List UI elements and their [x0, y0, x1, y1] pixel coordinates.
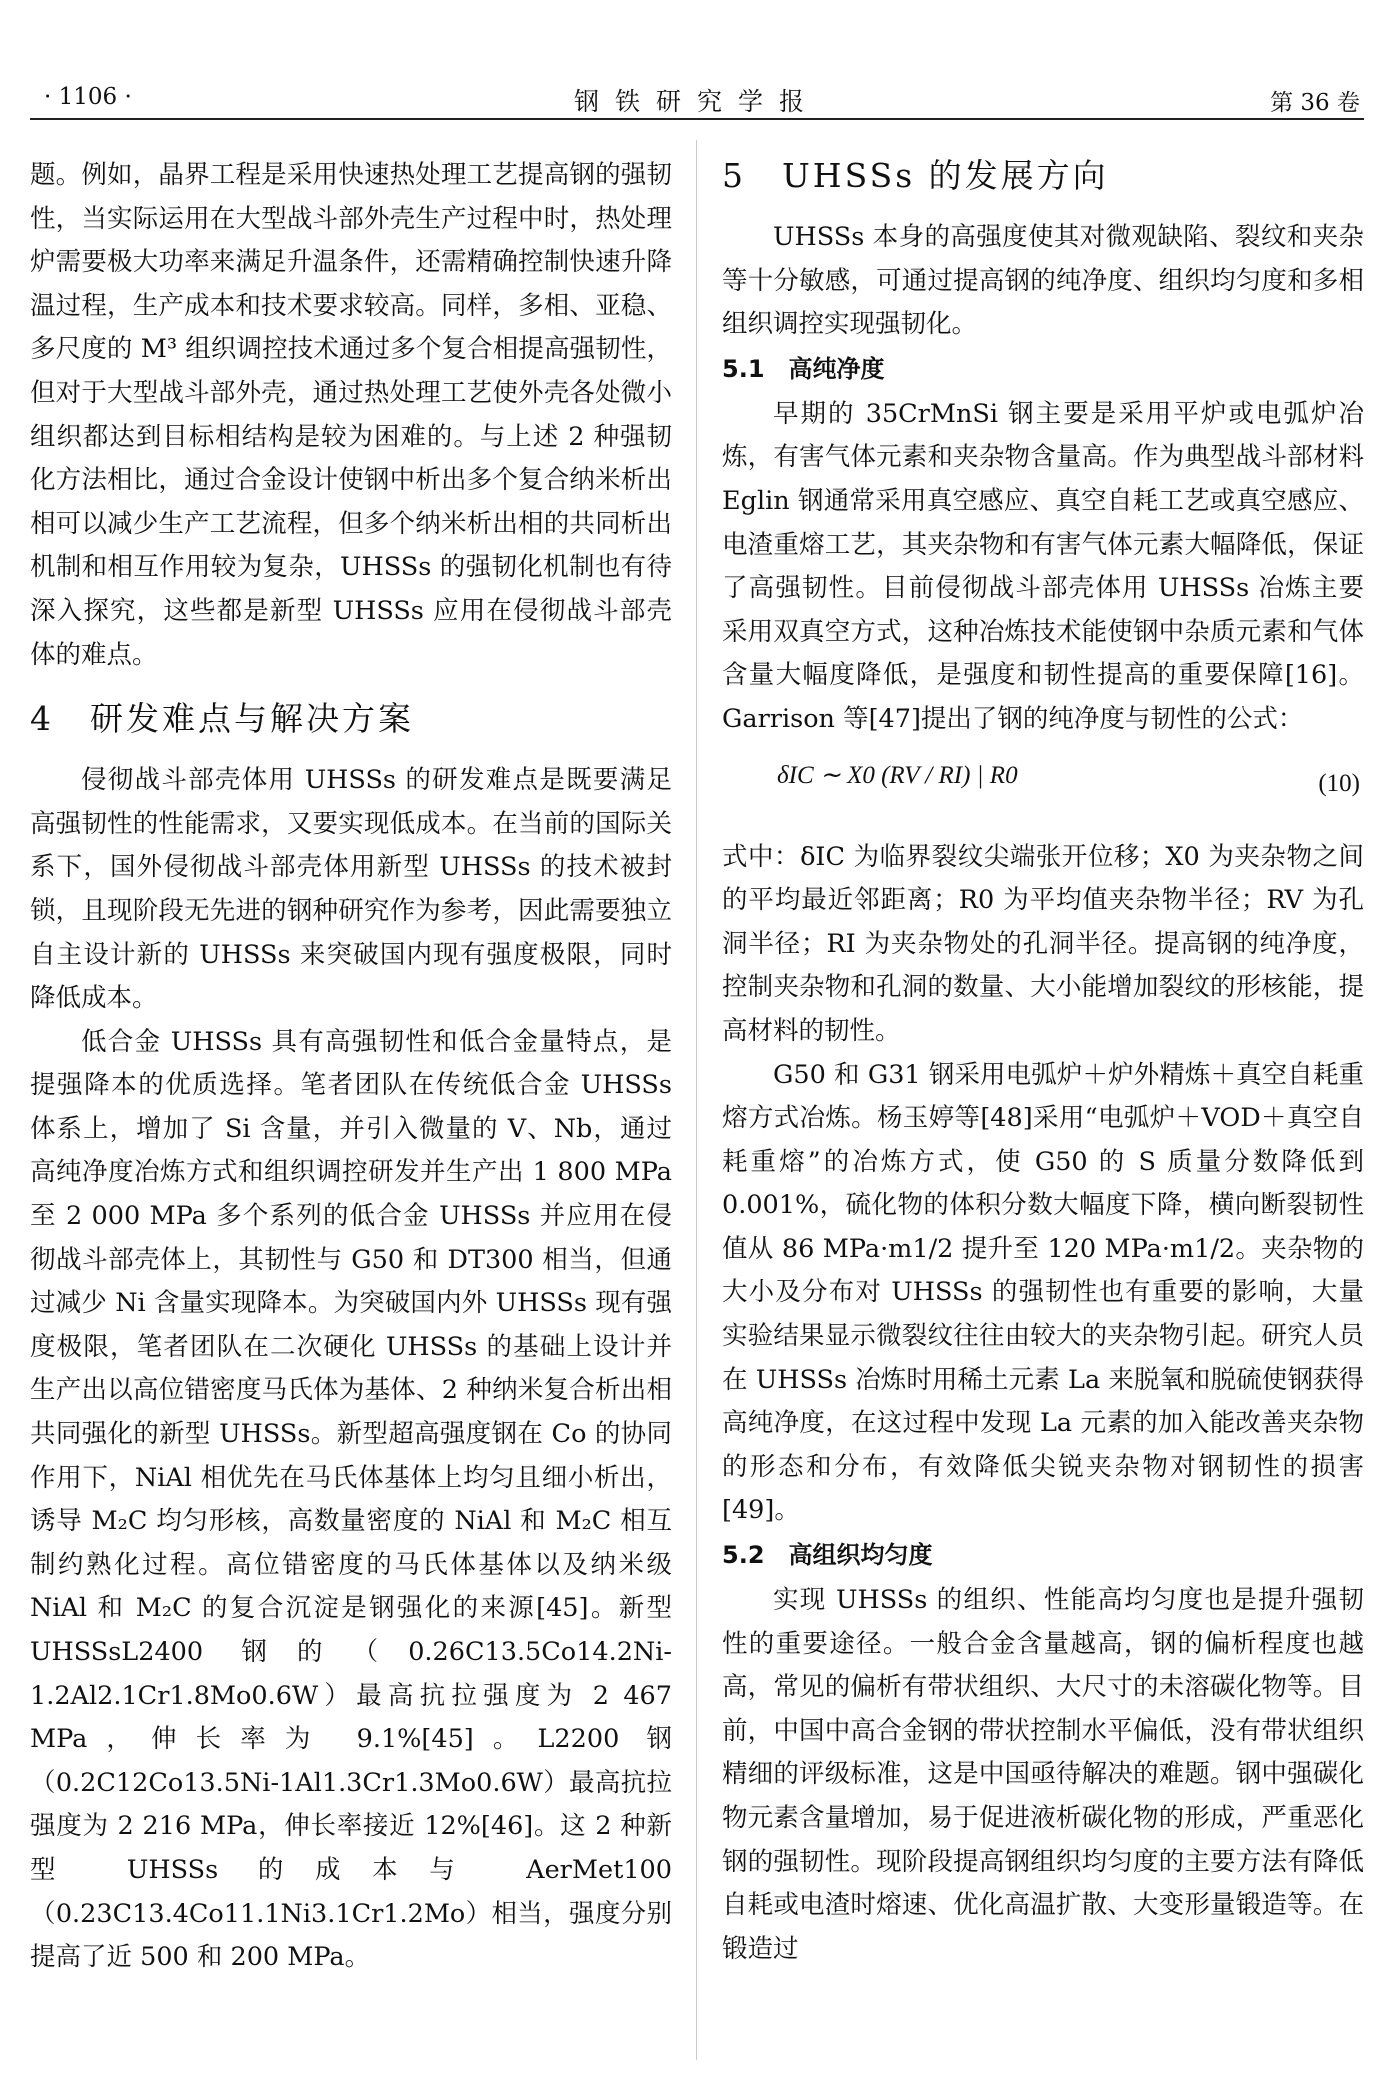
equation-expression: δIC ∼ X0 (RV / RI) | R0: [777, 761, 1018, 789]
subsection-heading: 5.2 高组织均匀度: [722, 1541, 933, 1570]
paragraph: 低合金 UHSSs 具有高强韧性和低合金量特点，是提强降本的优质选择。笔者团队在传统低合金 UHSSs 体系上，增加了 Si 含量，并引入微量的 V、Nb，通过高纯净度冶炼方式和组织调控研发并生产出 1 800 MPa 至 2 000 MPa 多个系列的低合金 UHSSs 并应用在侵彻战斗部壳体上，其韧性与 G50 和 DT300 相当，但通过减少 Ni 含量实现降本。为突破国内外 UHSSs 现有强度极限，笔者团队在二次硬化 UHSSs 的基础上设计并生产出以高位错密度马氏体为基体、2 种纳米复合析出相共同强化的新型 UHSSs。新型超高强度钢在 Co 的协同作用下，NiAl 相优先在马氏体基体上均匀且细小析出，诱导 M₂C 均匀形核，高数量密度的 NiAl 和 M₂C 相互制约熟化过程。高位错密度的马氏体基体以及纳米级 NiAl 和 M₂C 的复合沉淀是钢强化的来源[45]。新型 UHSSsL2400 钢的（0.26C13.5Co14.2Ni-1.2Al2.1Cr1.8Mo0.6W）最高抗拉强度为 2 467 MPa，伸长率为 9.1%[45]。L2200 钢（0.2C12Co13.5Ni-1Al1.3Cr1.3Mo0.6W）最高抗拉强度为 2 216 MPa，伸长率接近 12%[46]。这 2 种新型 UHSSs 的成本与 AerMet100（0.23C13.4Co11.1Ni3.1Cr1.2Mo）相当，强度分别提高了近 500 和 200 MPa。: [30, 1026, 672, 1973]
paragraph: 题。例如，晶界工程是采用快速热处理工艺提高钢的强韧性，当实际运用在大型战斗部外壳生产过程中时，热处理炉需要极大功率来满足升温条件，还需精确控制快速升降温过程，生产成本和技术要求较高。同样，多相、亚稳、多尺度的 M³ 组织调控技术通过多个复合相提高强韧性，但对于大型战斗部外壳，通过热处理工艺使外壳各处微小组织都达到目标相结构是较为困难的。与上述 2 种强韧化方法相比，通过合金设计使钢中析出多个复合纳米析出相可以减少生产工艺流程，但多个纳米析出相的共同析出机制和相互作用较为复杂，UHSSs 的强韧化机制也有待深入探究，这些都是新型 UHSSs 应用在侵彻战斗部壳体的难点。: [30, 160, 672, 670]
section-heading: 5 UHSSs 的发展方向: [722, 156, 1109, 195]
column-gutter: [696, 140, 697, 2060]
page-number: · 1106 ·: [44, 84, 132, 110]
paragraph: G50 和 G31 钢采用电弧炉＋炉外精炼＋真空自耗重熔方式冶炼。杨玉婷等[48]采用“电弧炉＋VOD＋真空自耗重熔”的冶炼方式，使 G50 的 S 质量分数降低到 0.001%，硫化物的体积分数大幅度下降，横向断裂韧性值从 86 MPa·m1/2 提升至 120 MPa·m1/2。夹杂物的大小及分布对 UHSSs 的强韧性也有重要的影响，大量实验结果显示微裂纹往往由较大的夹杂物引起。研究人员在 UHSSs 冶炼时用稀土元素 La 来脱氧和脱硫使钢获得高纯净度，在这过程中发现 La 元素的加入能改善夹杂物的形态和分布，有效降低尖锐夹杂物对钢韧性的损害[49]。: [722, 1059, 1364, 1526]
volume-label: 第 36 卷: [1270, 90, 1360, 116]
section-heading: 4 研发难点与解决方案: [30, 699, 414, 739]
running-header: [30, 82, 1364, 120]
equation: [722, 746, 1364, 830]
paragraph: 侵彻战斗部壳体用 UHSSs 的研发难点是既要满足高强韧性的性能需求，又要实现低成本。在当前的国际关系下，国外侵彻战斗部壳体用新型 UHSSs 的技术被封锁，且现阶段无先进的钢种研究作为参考，因此需要独立自主设计新的 UHSSs 来突破国内现有强度极限，同时降低成本。: [30, 765, 672, 1014]
right-column: [722, 154, 1364, 1971]
equation-number: (10): [1318, 769, 1360, 797]
paragraph: 实现 UHSSs 的组织、性能高均匀度也是提升强韧性的重要途径。一般合金含量越高，钢的偏析程度也越高，常见的偏析有带状组织、大尺寸的未溶碳化物等。目前，中国中高合金钢的带状控制水平偏低，没有带状组织精细的评级标准，这是中国亟待解决的难题。钢中强碳化物元素含量增加，易于促进液析碳化物的形成，严重恶化钢的强韧性。现阶段提高钢组织均匀度的主要方法有降低自耗或电渣时熔速、优化高温扩散、大变形量锻造等。在锻造过: [722, 1585, 1364, 1964]
paragraph: UHSSs 本身的高强度使其对微观缺陷、裂纹和夹杂等十分敏感，可通过提高钢的纯净度、组织均匀度和多相组织调控实现强韧化。: [722, 222, 1364, 340]
paragraph: 早期的 35CrMnSi 钢主要是采用平炉或电弧炉冶炼，有害气体元素和夹杂物含量高。作为典型战斗部材料 Eglin 钢通常采用真空感应、真空自耗工艺或真空感应、电渣重熔工艺，其夹杂物和有害气体元素大幅降低，保证了高强韧性。目前侵彻战斗部壳体用 UHSSs 冶炼主要采用双真空方式，这种冶炼技术能使钢中杂质元素和气体含量大幅度降低，是强度和韧性提高的重要保障[16]。Garrison 等[47]提出了钢的纯净度与韧性的公式：: [722, 398, 1364, 734]
journal-title: 钢铁研究学报: [573, 87, 820, 116]
paragraph: 式中：δIC 为临界裂纹尖端张开位移；X0 为夹杂物之间的平均最近邻距离；R0 为平均值夹杂物半径；RV 为孔洞半径；RI 为夹杂物处的孔洞半径。提高钢的纯净度，控制夹杂物和孔洞的数量、大小能增加裂纹的形核能，提高材料的韧性。: [722, 841, 1364, 1046]
subsection-heading: 5.1 高纯净度: [722, 354, 885, 383]
left-column: [30, 154, 672, 1980]
